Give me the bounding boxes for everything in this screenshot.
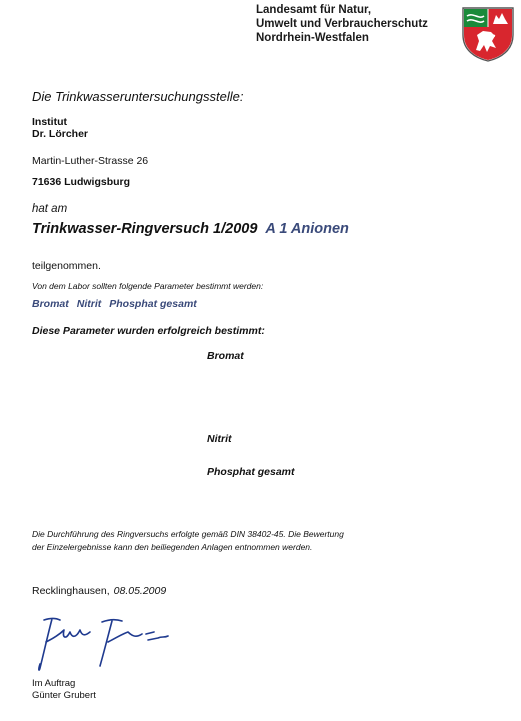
agency-line-1: Landesamt für Natur,: [256, 4, 372, 16]
result-item: Phosphat gesamt: [207, 466, 295, 478]
nrw-crest-icon: [459, 5, 517, 63]
recipient-city: 71636 Ludwigsburg: [32, 176, 131, 188]
signature-icon: [30, 612, 200, 676]
agency-line-2: Umwelt und Verbraucherschutz: [256, 18, 428, 30]
place-date: [32, 585, 166, 597]
ringversuch-title: [32, 221, 349, 237]
results-heading: Diese Parameter wurden erfolgreich bestimmt:: [32, 325, 265, 337]
agency-line-3: Nordrhein-Westfalen: [256, 32, 369, 44]
ringversuch-code: A 1 Anionen: [265, 221, 349, 237]
parameters-intro: Von dem Labor sollten folgende Parameter bestimmt werden:: [32, 281, 264, 291]
ringversuch-name: Trinkwasser-Ringversuch 1/2009: [32, 221, 258, 237]
hat-am-text: hat am: [32, 203, 68, 215]
parameter-item: Bromat: [32, 298, 69, 310]
parameters-list: [32, 298, 205, 310]
signer-block: [32, 678, 96, 702]
recipient-street: Martin-Luther-Strasse 26: [32, 155, 149, 167]
intro-text: Die Trinkwasseruntersuchungsstelle:: [32, 89, 244, 104]
place: Recklinghausen,: [32, 585, 110, 597]
din-note-line-1: Die Durchführung des Ringversuchs erfolgte gemäß DIN 38402-45. Die Bewertung: [32, 529, 344, 539]
result-item: Bromat: [207, 350, 244, 362]
result-item: Nitrit: [207, 433, 232, 445]
din-note-line-2: der Einzelergebnisse kann den beiliegenden Anlagen entnommen werden.: [32, 542, 313, 552]
im-auftrag: Im Auftrag: [32, 678, 76, 689]
parameter-item: Nitrit: [76, 298, 102, 310]
agency-name: [256, 3, 428, 45]
recipient-name: Dr. Lörcher: [32, 128, 89, 140]
recipient-institute: Institut: [32, 116, 67, 128]
din-note: [32, 528, 344, 554]
recipient-block: [32, 116, 88, 140]
date: 08.05.2009: [113, 585, 167, 597]
signer-name: Günter Grubert: [32, 690, 96, 701]
parameter-item: Phosphat gesamt: [109, 298, 197, 310]
teilgenommen-text: teilgenommen.: [32, 260, 101, 272]
